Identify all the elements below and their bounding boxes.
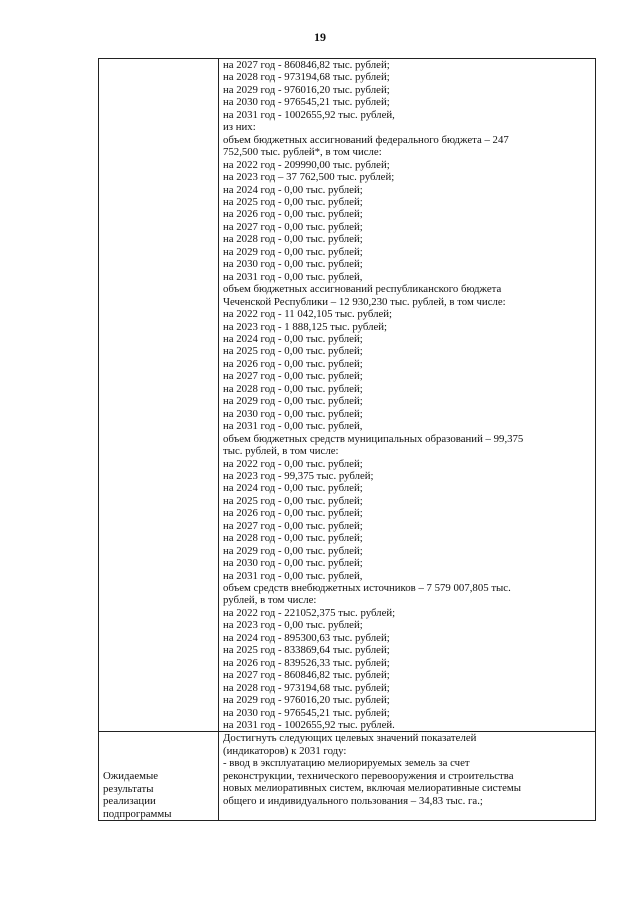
- text-line: объем бюджетных ассигнований федерального бюджета – 247: [223, 133, 509, 146]
- text-line: на 2024 год - 0,00 тыс. рублей;: [223, 183, 363, 196]
- text-line: (индикаторов) к 2031 году:: [223, 744, 347, 757]
- label-line: подпрограммы: [103, 807, 172, 820]
- text-line: на 2024 год - 0,00 тыс. рублей;: [223, 332, 363, 345]
- expected-results-label: [103, 732, 218, 820]
- text-line: на 2025 год - 833869,64 тыс. рублей;: [223, 644, 390, 657]
- text-line: на 2024 год - 0,00 тыс. рублей;: [223, 482, 363, 495]
- text-line: на 2023 год - 0,00 тыс. рублей;: [223, 619, 363, 632]
- label-line: результаты: [103, 782, 154, 795]
- financing-lines: [223, 59, 595, 731]
- text-line: на 2022 год - 11 042,105 тыс. рублей;: [223, 308, 393, 321]
- text-line: на 2026 год - 0,00 тыс. рублей;: [223, 357, 363, 370]
- text-line: на 2025 год - 0,00 тыс. рублей;: [223, 345, 363, 358]
- expected-results-lines: [223, 732, 595, 807]
- text-line: тыс. рублей, в том числе:: [223, 445, 339, 458]
- text-line: на 2028 год - 0,00 тыс. рублей;: [223, 382, 363, 395]
- text-line: на 2023 год – 37 762,500 тыс. рублей;: [223, 171, 395, 184]
- text-line: на 2031 год - 1002655,92 тыс. рублей.: [223, 719, 395, 732]
- text-line: на 2022 год - 221052,375 тыс. рублей;: [223, 606, 396, 619]
- text-line: на 2025 год - 0,00 тыс. рублей;: [223, 195, 363, 208]
- text-line: на 2031 год - 0,00 тыс. рублей,: [223, 270, 363, 283]
- text-line: на 2027 год - 860846,82 тыс. рублей;: [223, 59, 390, 71]
- text-line: на 2027 год - 0,00 тыс. рублей;: [223, 220, 363, 233]
- financing-text-cell: [219, 59, 596, 732]
- page-number: 19: [314, 30, 326, 44]
- text-line: на 2026 год - 839526,33 тыс. рублей;: [223, 656, 390, 669]
- text-line: на 2028 год - 973194,68 тыс. рублей;: [223, 681, 390, 694]
- text-line: на 2028 год - 973194,68 тыс. рублей;: [223, 71, 390, 84]
- financing-row: [99, 59, 596, 732]
- text-line: на 2028 год - 0,00 тыс. рублей;: [223, 532, 363, 545]
- expected-results-label-cell: [99, 732, 219, 821]
- text-line: на 2023 год - 99,375 тыс. рублей;: [223, 469, 374, 482]
- text-line: на 2025 год - 0,00 тыс. рублей;: [223, 494, 363, 507]
- empty-label-cell: [99, 59, 219, 732]
- text-line: на 2026 год - 0,00 тыс. рублей;: [223, 208, 363, 221]
- text-line: на 2027 год - 860846,82 тыс. рублей;: [223, 669, 390, 682]
- text-line: на 2029 год - 976016,20 тыс. рублей;: [223, 694, 390, 707]
- text-line: объем бюджетных средств муниципальных образований – 99,375: [223, 432, 524, 445]
- text-line: на 2030 год - 0,00 тыс. рублей;: [223, 407, 363, 420]
- text-line: объем средств внебюджетных источников – 7 579 007,805 тыс.: [223, 582, 511, 595]
- expected-results-row: [99, 732, 596, 821]
- text-line: на 2030 год - 0,00 тыс. рублей;: [223, 557, 363, 570]
- text-line: 752,500 тыс. рублей*, в том числе:: [223, 146, 382, 159]
- text-line: на 2029 год - 0,00 тыс. рублей;: [223, 245, 363, 258]
- text-line: - ввод в эксплуатацию мелиорируемых земель за счет: [223, 757, 470, 770]
- text-line: на 2022 год - 0,00 тыс. рублей;: [223, 457, 363, 470]
- text-line: на 2031 год - 0,00 тыс. рублей,: [223, 569, 363, 582]
- text-line: из них:: [223, 121, 256, 134]
- expected-results-text-cell: [219, 732, 596, 821]
- text-line: Достигнуть следующих целевых значений показателей: [223, 732, 477, 745]
- text-line: на 2030 год - 0,00 тыс. рублей;: [223, 258, 363, 271]
- text-line: на 2027 год - 0,00 тыс. рублей;: [223, 370, 363, 383]
- text-line: на 2023 год - 1 888,125 тыс. рублей;: [223, 320, 388, 333]
- label-line: реализации: [103, 795, 156, 808]
- text-line: на 2024 год - 895300,63 тыс. рублей;: [223, 631, 390, 644]
- text-line: новых мелиоративных систем, включая мелиоративные системы: [223, 782, 522, 795]
- text-line: реконструкции, технического перевооружения и строительства: [223, 769, 514, 782]
- text-line: Чеченской Республики – 12 930,230 тыс. рублей, в том числе:: [223, 295, 506, 308]
- text-line: рублей, в том числе:: [223, 594, 317, 607]
- text-line: на 2030 год - 976545,21 тыс. рублей;: [223, 96, 390, 109]
- label-line: Ожидаемые: [103, 770, 158, 783]
- text-line: на 2027 год - 0,00 тыс. рублей;: [223, 519, 363, 532]
- text-line: на 2031 год - 0,00 тыс. рублей,: [223, 420, 363, 433]
- text-line: на 2029 год - 0,00 тыс. рублей;: [223, 544, 363, 557]
- text-line: объем бюджетных ассигнований республиканского бюджета: [223, 283, 502, 296]
- text-line: на 2031 год - 1002655,92 тыс. рублей,: [223, 108, 395, 121]
- text-line: на 2026 год - 0,00 тыс. рублей;: [223, 507, 363, 520]
- text-line: на 2029 год - 976016,20 тыс. рублей;: [223, 83, 390, 96]
- text-line: на 2029 год - 0,00 тыс. рублей;: [223, 395, 363, 408]
- text-line: на 2030 год - 976545,21 тыс. рублей;: [223, 706, 390, 719]
- text-line: на 2028 год - 0,00 тыс. рублей;: [223, 233, 363, 246]
- text-line: общего и индивидуального пользования – 34,83 тыс. га.;: [223, 794, 483, 807]
- text-line: на 2022 год - 209990,00 тыс. рублей;: [223, 158, 390, 171]
- passport-table: [98, 58, 596, 821]
